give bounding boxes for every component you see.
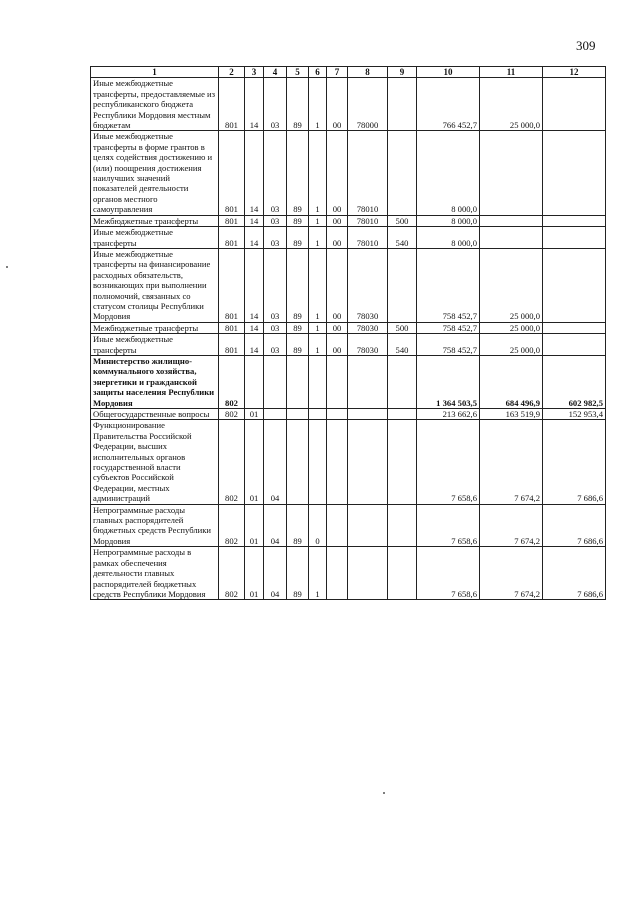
row-value-cell: 25 000,0 bbox=[480, 248, 543, 322]
col-header: 1 bbox=[91, 67, 219, 78]
row-value-cell: 04 bbox=[264, 547, 287, 600]
table-row bbox=[91, 322, 606, 333]
row-value-cell: 7 674,2 bbox=[480, 547, 543, 600]
col-header: 12 bbox=[543, 67, 606, 78]
row-value-cell bbox=[388, 131, 417, 215]
row-value-cell bbox=[543, 215, 606, 226]
row-value-cell bbox=[480, 215, 543, 226]
table-row bbox=[91, 355, 606, 408]
col-header: 3 bbox=[245, 67, 264, 78]
row-value-cell bbox=[348, 547, 388, 600]
col-header: 7 bbox=[327, 67, 348, 78]
row-value-cell: 802 bbox=[219, 409, 245, 420]
table-row bbox=[91, 334, 606, 356]
row-value-cell bbox=[388, 248, 417, 322]
col-header: 9 bbox=[388, 67, 417, 78]
row-value-cell: 78030 bbox=[348, 322, 388, 333]
row-value-cell: 78010 bbox=[348, 215, 388, 226]
row-name-cell: Иные межбюджетные трансферты bbox=[91, 227, 219, 249]
row-value-cell: 25 000,0 bbox=[480, 334, 543, 356]
row-value-cell: 89 bbox=[287, 248, 309, 322]
table-row bbox=[91, 78, 606, 131]
row-value-cell: 7 658,6 bbox=[417, 504, 480, 547]
row-value-cell bbox=[348, 420, 388, 504]
col-header: 8 bbox=[348, 67, 388, 78]
row-value-cell: 89 bbox=[287, 227, 309, 249]
row-value-cell: 78010 bbox=[348, 131, 388, 215]
row-value-cell: 500 bbox=[388, 215, 417, 226]
row-name-cell: Министерство жилищно-коммунального хозяйства, энергетики и гражданской защиты населения Республики Мордовия bbox=[91, 355, 219, 408]
row-value-cell: 03 bbox=[264, 131, 287, 215]
row-value-cell: 801 bbox=[219, 227, 245, 249]
row-value-cell: 78010 bbox=[348, 227, 388, 249]
row-value-cell: 14 bbox=[245, 78, 264, 131]
row-value-cell: 89 bbox=[287, 215, 309, 226]
row-value-cell bbox=[543, 334, 606, 356]
row-value-cell: 03 bbox=[264, 248, 287, 322]
row-value-cell: 1 bbox=[309, 131, 327, 215]
table-row bbox=[91, 131, 606, 215]
row-value-cell bbox=[327, 547, 348, 600]
row-name-cell: Иные межбюджетные трансферты bbox=[91, 334, 219, 356]
row-value-cell: 01 bbox=[245, 409, 264, 420]
row-value-cell: 25 000,0 bbox=[480, 78, 543, 131]
row-name-cell: Непрограммные расходы в рамках обеспечения деятельности главных распорядителей бюджетных средств Республики Мордовия bbox=[91, 547, 219, 600]
row-value-cell: 04 bbox=[264, 504, 287, 547]
table-row bbox=[91, 248, 606, 322]
row-value-cell bbox=[388, 409, 417, 420]
row-name-cell: Иные межбюджетные трансферты на финансирование расходных обязательств, возникающих при выполнении полномочий, связанных со статусом столицы Республики Мордовия bbox=[91, 248, 219, 322]
row-value-cell: 801 bbox=[219, 248, 245, 322]
row-value-cell: 7 674,2 bbox=[480, 420, 543, 504]
row-name-cell: Межбюджетные трансферты bbox=[91, 215, 219, 226]
row-value-cell bbox=[480, 227, 543, 249]
row-value-cell: 758 452,7 bbox=[417, 248, 480, 322]
row-value-cell: 802 bbox=[219, 504, 245, 547]
table-row bbox=[91, 547, 606, 600]
row-value-cell: 01 bbox=[245, 420, 264, 504]
row-value-cell: 00 bbox=[327, 131, 348, 215]
row-value-cell: 802 bbox=[219, 355, 245, 408]
row-value-cell bbox=[327, 504, 348, 547]
row-value-cell bbox=[309, 420, 327, 504]
row-value-cell: 801 bbox=[219, 334, 245, 356]
row-value-cell: 01 bbox=[245, 547, 264, 600]
row-value-cell: 758 452,7 bbox=[417, 334, 480, 356]
row-value-cell bbox=[543, 227, 606, 249]
row-value-cell: 00 bbox=[327, 334, 348, 356]
row-value-cell: 7 686,6 bbox=[543, 547, 606, 600]
row-value-cell bbox=[348, 355, 388, 408]
row-value-cell: 14 bbox=[245, 227, 264, 249]
row-value-cell: 8 000,0 bbox=[417, 131, 480, 215]
row-value-cell bbox=[543, 78, 606, 131]
row-value-cell bbox=[245, 355, 264, 408]
header-row bbox=[91, 67, 606, 78]
row-value-cell bbox=[388, 504, 417, 547]
row-value-cell: 03 bbox=[264, 78, 287, 131]
row-value-cell: 802 bbox=[219, 420, 245, 504]
row-value-cell: 684 496,9 bbox=[480, 355, 543, 408]
row-value-cell bbox=[543, 322, 606, 333]
row-value-cell: 03 bbox=[264, 322, 287, 333]
row-value-cell: 14 bbox=[245, 131, 264, 215]
row-value-cell: 7 658,6 bbox=[417, 547, 480, 600]
table-row bbox=[91, 227, 606, 249]
row-name-cell: Иные межбюджетные трансферты, предоставляемые из республиканского бюджета Республики Мордовия местным бюджетам bbox=[91, 78, 219, 131]
row-value-cell: 1 bbox=[309, 322, 327, 333]
row-value-cell: 89 bbox=[287, 78, 309, 131]
row-value-cell bbox=[264, 355, 287, 408]
row-value-cell bbox=[388, 355, 417, 408]
row-value-cell: 00 bbox=[327, 322, 348, 333]
row-value-cell: 00 bbox=[327, 215, 348, 226]
scan-speck bbox=[383, 792, 385, 794]
row-value-cell: 7 686,6 bbox=[543, 504, 606, 547]
row-value-cell: 1 bbox=[309, 248, 327, 322]
row-value-cell: 8 000,0 bbox=[417, 215, 480, 226]
row-value-cell: 801 bbox=[219, 215, 245, 226]
row-value-cell bbox=[287, 409, 309, 420]
scan-speck bbox=[6, 266, 8, 268]
row-value-cell: 14 bbox=[245, 215, 264, 226]
row-value-cell: 00 bbox=[327, 248, 348, 322]
row-value-cell bbox=[287, 355, 309, 408]
row-value-cell bbox=[309, 355, 327, 408]
col-header: 5 bbox=[287, 67, 309, 78]
page-number: 309 bbox=[576, 38, 596, 53]
row-value-cell: 00 bbox=[327, 78, 348, 131]
row-name-cell: Непрограммные расходы главных распорядителей бюджетных средств Республики Мордовия bbox=[91, 504, 219, 547]
row-value-cell: 1 bbox=[309, 547, 327, 600]
row-value-cell: 89 bbox=[287, 322, 309, 333]
row-name-cell: Межбюджетные трансферты bbox=[91, 322, 219, 333]
row-value-cell bbox=[388, 420, 417, 504]
table-row bbox=[91, 504, 606, 547]
row-value-cell: 00 bbox=[327, 227, 348, 249]
row-value-cell: 1 bbox=[309, 334, 327, 356]
row-value-cell: 03 bbox=[264, 334, 287, 356]
row-value-cell: 7 674,2 bbox=[480, 504, 543, 547]
row-value-cell bbox=[388, 78, 417, 131]
row-value-cell: 1 bbox=[309, 227, 327, 249]
row-value-cell: 758 452,7 bbox=[417, 322, 480, 333]
row-value-cell: 7 658,6 bbox=[417, 420, 480, 504]
col-header: 11 bbox=[480, 67, 543, 78]
row-value-cell bbox=[327, 355, 348, 408]
row-value-cell: 602 982,5 bbox=[543, 355, 606, 408]
row-value-cell: 8 000,0 bbox=[417, 227, 480, 249]
table-row bbox=[91, 420, 606, 504]
col-header: 2 bbox=[219, 67, 245, 78]
row-value-cell bbox=[309, 409, 327, 420]
row-value-cell: 163 519,9 bbox=[480, 409, 543, 420]
row-value-cell: 78000 bbox=[348, 78, 388, 131]
row-value-cell bbox=[327, 409, 348, 420]
row-value-cell bbox=[264, 409, 287, 420]
row-value-cell: 14 bbox=[245, 248, 264, 322]
row-value-cell: 04 bbox=[264, 420, 287, 504]
col-header: 4 bbox=[264, 67, 287, 78]
row-value-cell: 0 bbox=[309, 504, 327, 547]
row-value-cell: 1 364 503,5 bbox=[417, 355, 480, 408]
row-value-cell: 540 bbox=[388, 334, 417, 356]
row-value-cell: 89 bbox=[287, 504, 309, 547]
row-name-cell: Иные межбюджетные трансферты в форме грантов в целях содействия достижению и (или) поощрения достижения наилучших значений показателей деятельности органов местного самоуправления bbox=[91, 131, 219, 215]
row-value-cell bbox=[480, 131, 543, 215]
row-name-cell: Функционирование Правительства Российской Федерации, высших исполнительных органов государственной власти субъектов Российской Федерации, местных администраций bbox=[91, 420, 219, 504]
row-value-cell bbox=[543, 248, 606, 322]
row-value-cell: 152 953,4 bbox=[543, 409, 606, 420]
row-value-cell: 25 000,0 bbox=[480, 322, 543, 333]
row-value-cell: 14 bbox=[245, 322, 264, 333]
row-value-cell bbox=[388, 547, 417, 600]
row-value-cell: 766 452,7 bbox=[417, 78, 480, 131]
row-name-cell: Общегосударственные вопросы bbox=[91, 409, 219, 420]
row-value-cell: 78030 bbox=[348, 248, 388, 322]
row-value-cell bbox=[327, 420, 348, 504]
row-value-cell: 1 bbox=[309, 78, 327, 131]
row-value-cell: 802 bbox=[219, 547, 245, 600]
table-row bbox=[91, 215, 606, 226]
row-value-cell: 801 bbox=[219, 322, 245, 333]
row-value-cell: 7 686,6 bbox=[543, 420, 606, 504]
row-value-cell: 03 bbox=[264, 227, 287, 249]
table-row bbox=[91, 409, 606, 420]
col-header: 6 bbox=[309, 67, 327, 78]
row-value-cell: 801 bbox=[219, 78, 245, 131]
row-value-cell: 540 bbox=[388, 227, 417, 249]
row-value-cell: 14 bbox=[245, 334, 264, 356]
row-value-cell: 1 bbox=[309, 215, 327, 226]
row-value-cell: 78030 bbox=[348, 334, 388, 356]
row-value-cell: 89 bbox=[287, 547, 309, 600]
row-value-cell bbox=[543, 131, 606, 215]
row-value-cell: 89 bbox=[287, 334, 309, 356]
row-value-cell bbox=[348, 504, 388, 547]
row-value-cell: 500 bbox=[388, 322, 417, 333]
col-header: 10 bbox=[417, 67, 480, 78]
row-value-cell bbox=[287, 420, 309, 504]
row-value-cell bbox=[348, 409, 388, 420]
row-value-cell: 01 bbox=[245, 504, 264, 547]
row-value-cell: 213 662,6 bbox=[417, 409, 480, 420]
row-value-cell: 801 bbox=[219, 131, 245, 215]
budget-table bbox=[90, 66, 606, 600]
row-value-cell: 03 bbox=[264, 215, 287, 226]
row-value-cell: 89 bbox=[287, 131, 309, 215]
